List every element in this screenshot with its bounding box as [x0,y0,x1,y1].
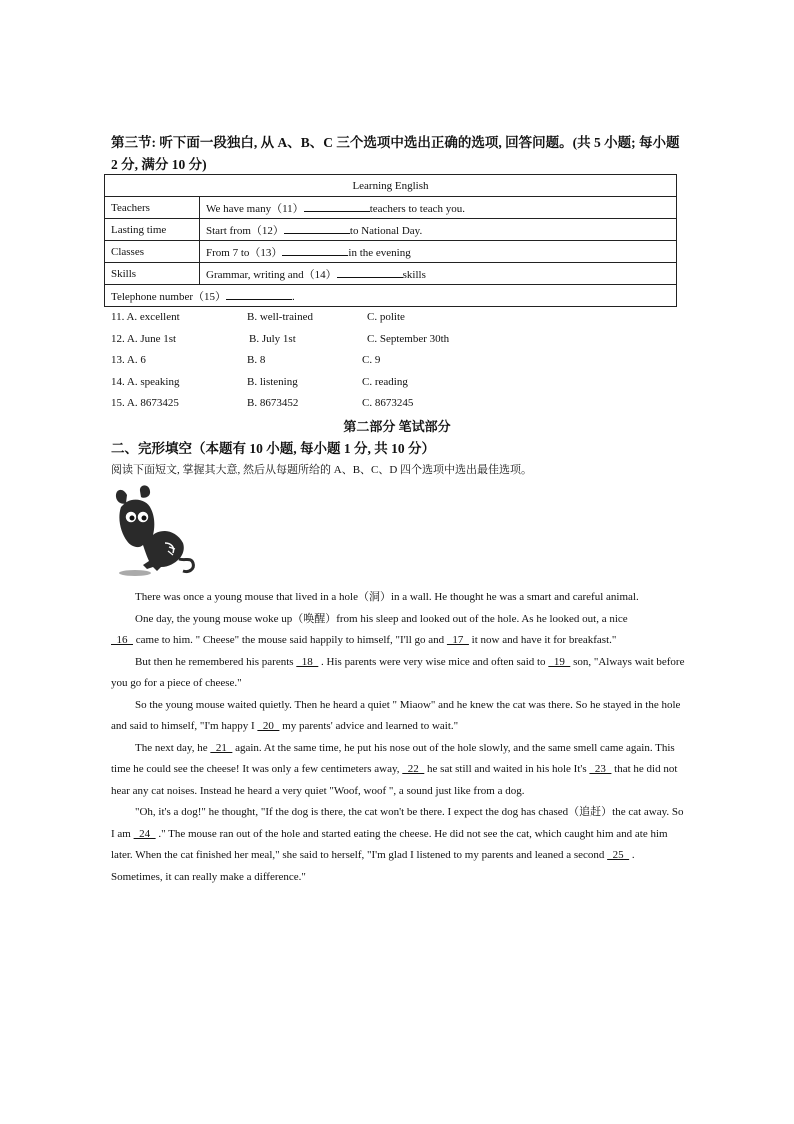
telephone-cell [105,285,677,307]
passage-paragraph: So the young mouse waited quietly. Then he heard a quiet " Miaow" and he knew the cat was there. So he stayed in the hole and said to himself, "I'm happy I 20 my parents' advice and learned to wait." [111,698,681,732]
option-b: B. listening [247,375,298,388]
cloze-gap-17[interactable]: 17 [446,634,469,646]
cloze-gap-24[interactable]: 24 [133,827,156,840]
section3-heading: 第三节: 听下面一段独白, 从 A、B、C 三个选项中选出正确的选项, 回答问题。(共 5 小题; 每小题 2 分, 满分 10 分) [111,135,680,172]
option-b: B. 8 [247,354,266,366]
telephone-label: Telephone number（15） [111,290,227,303]
row-text-before: We have many（11） [206,202,304,215]
option-a: 15. A. 8673425 [111,397,179,409]
table-row [105,285,677,307]
passage-paragraph: 16 came to him. " Cheese" the mouse said happily to himself, "I'll go and 17 it now and have it for breakfast." [111,634,617,646]
table-row [105,263,677,285]
cloze-passage [111,587,686,888]
option-c: C. polite [367,311,405,323]
cloze-heading: 二、完形填空（本题有 10 小题, 每小题 1 分, 共 10 分） [111,441,435,456]
table-row [105,197,677,219]
telephone-end: . [292,290,295,303]
passage-paragraph: "Oh, it's a dog!" he thought, "If the dog is there, the cat won't be there. I expect the dog has chased（追赶）the cat away. So I am 24 ." The mouse ran out of the hole and started eating the cheese. He did not see the cat, which caught him and ate him later. When the cat finished her meal," she said to herself, "I'm glad I listened to my parents and leaned a second 25 . Sometimes, it can really make a difference." [111,806,684,883]
option-a: 12. A. June 1st [111,332,177,345]
answer-blank-14[interactable] [337,267,403,278]
cloze-gap-16[interactable]: 16 [111,634,133,646]
row-text-after: teachers to teach you. [369,202,465,215]
option-a: 11. A. excellent [111,311,180,323]
option-c: C. reading [362,375,408,388]
option-a: 14. A. speaking [111,375,180,388]
cloze-gap-19[interactable]: 19 [548,655,571,668]
mouse-illustration [113,483,203,579]
row-label: Teachers [105,197,200,219]
row-text-before: Grammar, writing and（14） [206,268,337,281]
cloze-instruction: 阅读下面短文, 掌握其大意, 然后从每题所给的 A、B、C、D 四个选项中选出最佳选项。 [111,464,533,476]
passage-paragraph: One day, the young mouse woke up（唤醒）from his sleep and looked out of the hole. As he looked out, a nice [135,612,628,625]
option-c: C. September 30th [367,332,450,345]
row-content [200,219,677,241]
learning-english-table [104,174,677,307]
option-c: C. 8673245 [362,397,414,409]
answer-blank-15[interactable] [226,289,292,300]
cloze-gap-20[interactable]: 20 [257,720,280,732]
row-label: Lasting time [105,219,200,241]
option-b: B. 8673452 [247,397,299,409]
table-title: Learning English [105,175,677,197]
cloze-gap-23[interactable]: 23 [589,763,612,775]
option-c: C. 9 [362,354,381,366]
cloze-gap-25[interactable]: 25 [607,849,630,861]
row-text-after: to National Day. [349,224,423,237]
passage-paragraph: There was once a young mouse that lived in a hole（洞）in a wall. He thought he was a smart and careful animal. [135,591,639,603]
part2-title: 第二部分 笔试部分 [343,419,451,434]
row-text-after: skills [402,268,426,281]
cloze-gap-21[interactable]: 21 [210,741,233,754]
cloze-gap-22[interactable]: 22 [402,763,425,775]
answer-blank-12[interactable] [284,223,350,234]
table-title-row [105,175,677,197]
table-row [105,219,677,241]
option-b: B. July 1st [249,332,296,345]
passage-paragraph: The next day, he 21 again. At the same time, he put his nose out of the hole slowly, and the same smell came again. This time he could see the cheese! It was only a few centimeters away, 22 he sat still and waited in his hole It's 23 that he did not hear any cat noises. Instead he heard a very quiet "Woof, woof ", a sound just like from a dog. [111,741,678,797]
row-label: Classes [105,241,200,263]
row-text-after: in the evening [348,246,411,259]
passage-paragraph: But then he remembered his parents 18 . His parents were very wise mice and often said to 19 son, "Always wait before you go for a piece of cheese." [111,655,685,689]
row-content [200,241,677,263]
cloze-gap-18[interactable]: 18 [296,655,319,668]
row-content [200,197,677,219]
answer-blank-13[interactable] [282,245,348,256]
row-label: Skills [105,263,200,285]
option-a: 13. A. 6 [111,354,146,366]
table-row [105,241,677,263]
row-content [200,263,677,285]
row-text-before: From 7 to（13） [206,246,283,259]
answer-blank-11[interactable] [304,201,370,212]
option-b: B. well-trained [247,311,313,323]
row-text-before: Start from（12） [206,224,284,237]
